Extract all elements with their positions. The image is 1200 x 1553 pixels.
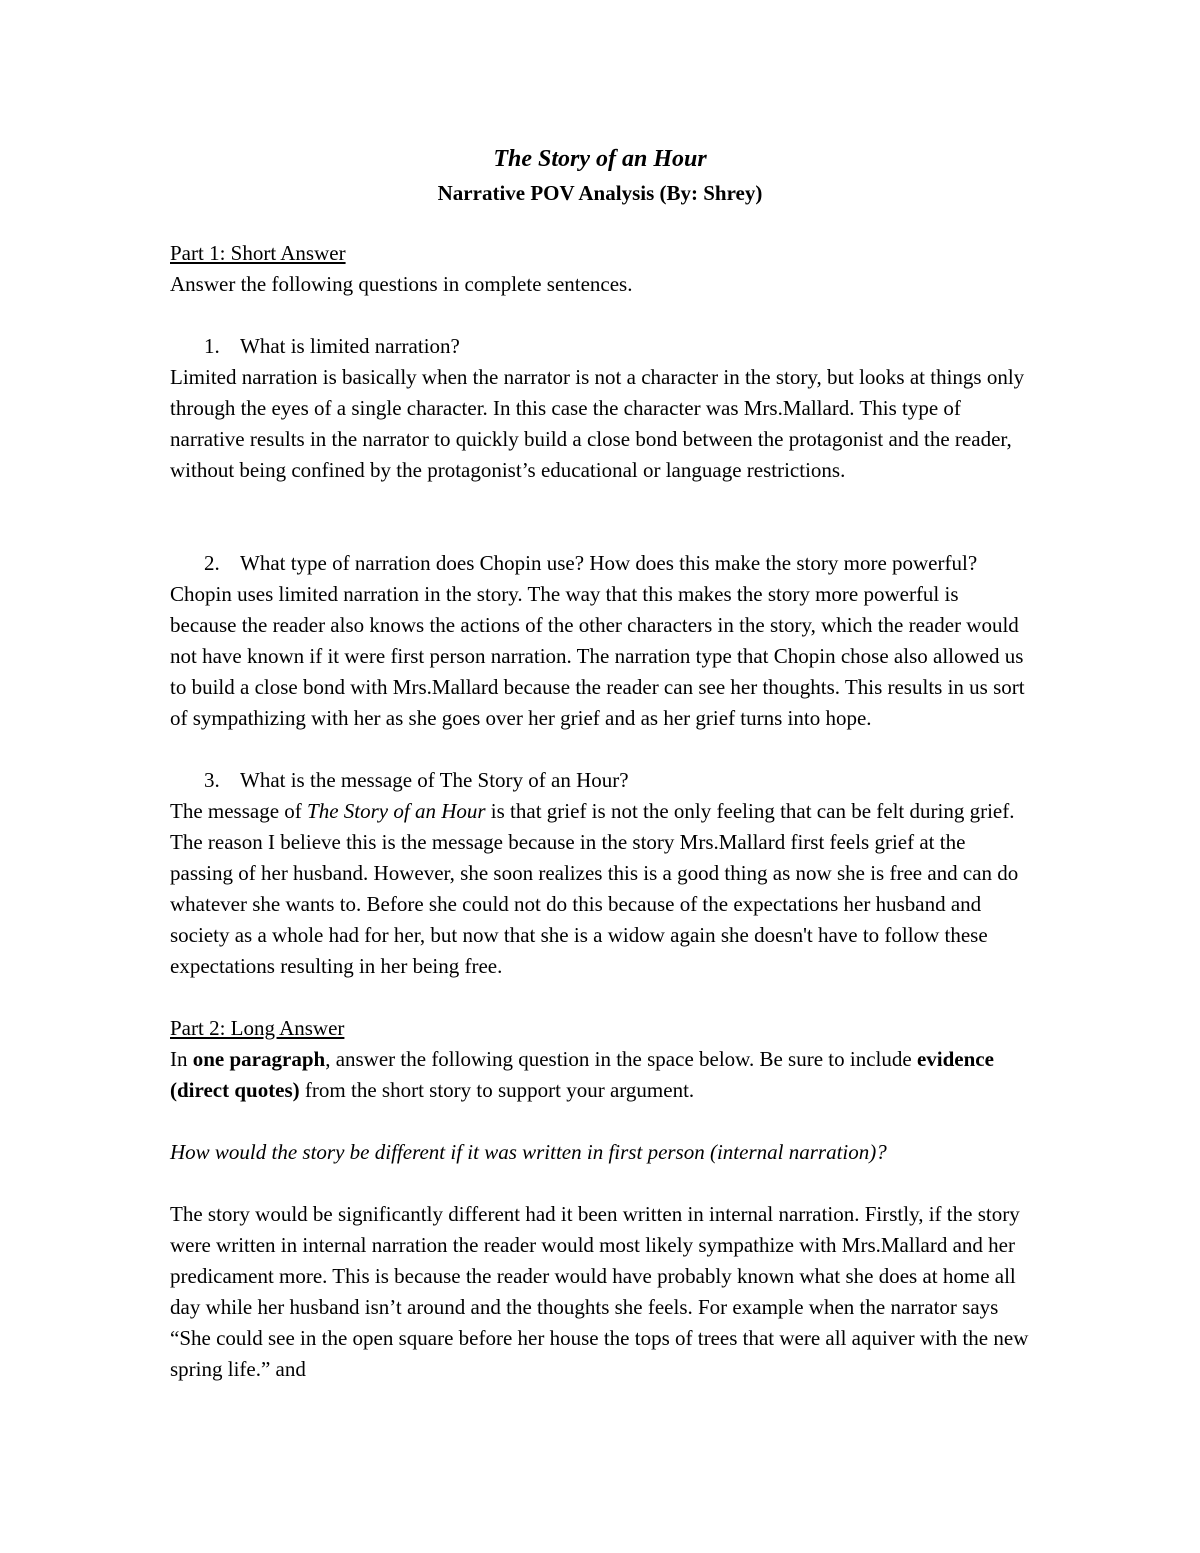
spacer: [170, 486, 1030, 548]
document-content: [170, 142, 1030, 1385]
part2-answer: The story would be significantly different had it been written in internal narration. Firstly, if the story were written in internal narration the reader would most likely sympathize with Mrs.Mallard and her predicament more. This is because the reader would have probably known what she does at home all day while her husband isn’t around and the thoughts she feels. For example when the narrator says “She could see in the open square before her house the tops of trees that were all aquiver with the new spring life.” and: [170, 1202, 1029, 1381]
part2-question: How would the story be different if it was written in first person (internal narration)?: [170, 1140, 887, 1164]
instr-bold-one-paragraph: one paragraph: [192, 1047, 326, 1071]
instr-text: In: [170, 1047, 193, 1071]
question-text: What is the message of The Story of an Hour?: [240, 768, 629, 792]
instr-text: , answer the following question in the space below. Be sure to include: [325, 1047, 917, 1071]
spacer: [170, 300, 1030, 331]
part2-heading: Part 2: Long Answer: [170, 1016, 345, 1040]
answer-1: Limited narration is basically when the narrator is not a character in the story, but looks at things only through the eyes of a single character. In this case the character was Mrs.Mallard. This type of narrative results in the narrator to quickly build a close bond between the protagonist and the reader, without being confined by the protagonist’s educational or language restrictions.: [170, 365, 1025, 482]
question-number: 3.: [204, 768, 220, 792]
question-text: What type of narration does Chopin use? How does this make the story more powerful?: [240, 551, 978, 575]
part2-instructions: [170, 1044, 1030, 1106]
spacer: [170, 1168, 1030, 1199]
instr-bold-evidence: evidence (direct quotes): [170, 1047, 994, 1102]
question-number: 2.: [204, 551, 220, 575]
answer-3: [170, 796, 1030, 982]
spacer: [170, 982, 1030, 1013]
answer-3-prefix: The message of: [170, 799, 308, 823]
question-number: 1.: [204, 334, 220, 358]
answer-2: Chopin uses limited narration in the story. The way that this makes the story more powerful is because the reader also knows the actions of the other characters in the story, which the reader would not have known if it were first person narration. The narration type that Chopin chose also allowed us to build a close bond with Mrs.Mallard because the reader can see her thoughts. This results in us sort of sympathizing with her as she goes over her grief and as her grief turns into hope.: [170, 582, 1025, 730]
document-subtitle: Narrative POV Analysis (By: Shrey): [437, 181, 763, 205]
question-text: What is limited narration?: [240, 334, 460, 358]
answer-3-story-title: The Story of an Hour: [307, 799, 486, 823]
part1-heading: Part 1: Short Answer: [170, 241, 346, 265]
question-1: [170, 331, 1030, 362]
part1-instructions: Answer the following questions in complete sentences.: [170, 272, 633, 296]
spacer: [170, 209, 1030, 238]
spacer: [170, 1106, 1030, 1137]
document-title: The Story of an Hour: [493, 146, 707, 172]
question-3: [170, 765, 1030, 796]
answer-3-suffix: is that grief is not the only feeling that can be felt during grief. The reason I believe this is the message because in the story Mrs.Mallard first feels grief at the passing of her husband. However, she soon realizes this is a good thing as now she is free and can do whatever she wants to. Before she could not do this because of the expectations her husband and society as a whole had for her, but now that she is a widow again she doesn't have to follow these expectations resulting in her being free.: [170, 799, 1019, 978]
spacer: [170, 734, 1030, 765]
instr-text: from the short story to support your argument.: [299, 1078, 695, 1102]
question-2: [170, 548, 1030, 579]
